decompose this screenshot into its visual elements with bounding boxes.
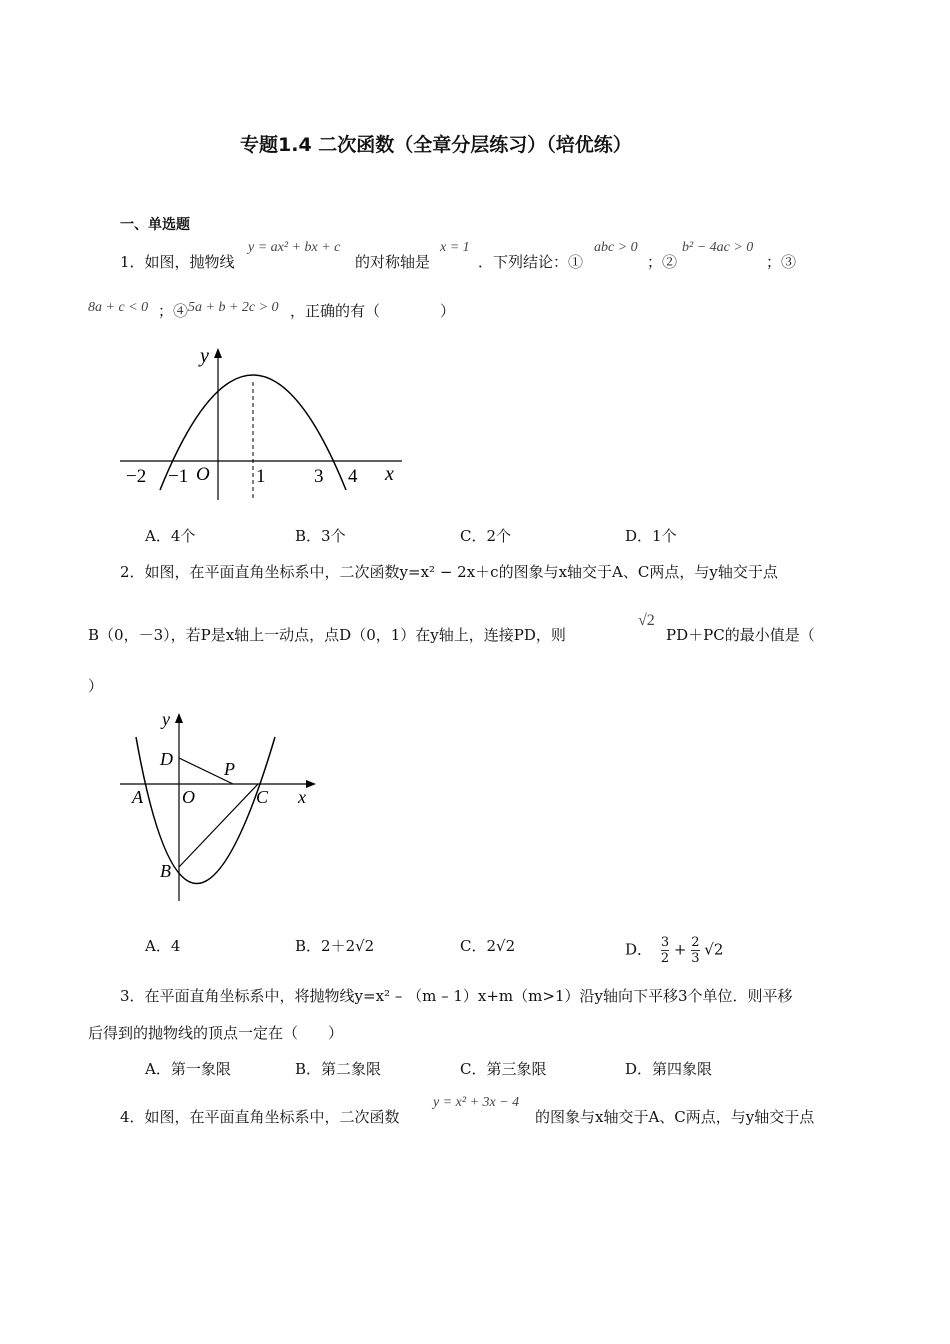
question-number: 4．: [120, 1108, 145, 1126]
condition-1: abc > 0: [594, 240, 638, 255]
text: ，正确的有（ ）: [290, 302, 456, 320]
option-b[interactable]: B．2＋2√2: [295, 937, 375, 955]
question-text: [120, 1106, 400, 1127]
equation-parabola: y = x² + 3x − 4: [433, 1095, 520, 1110]
tick-label: 3: [314, 466, 324, 487]
option-b[interactable]: B．第二象限: [295, 1060, 382, 1078]
tick-label: −1: [168, 466, 189, 487]
text: 的图象与x轴交于A、C两点，与y轴交于点: [535, 1108, 815, 1126]
option-c[interactable]: C．第三象限: [460, 1060, 547, 1078]
text: PD＋PC的最小值是（: [666, 626, 815, 644]
question-text: [120, 561, 778, 582]
option-d[interactable]: D．第四象限: [625, 1060, 713, 1078]
figure-parabola-2: [120, 705, 330, 905]
point-D-label: D: [160, 749, 173, 769]
parabola-curve: [136, 737, 275, 884]
text: 如图，抛物线: [144, 253, 235, 271]
option-d-label: D．: [625, 940, 653, 959]
numerator: 3: [660, 935, 670, 950]
sqrt-two: √2: [704, 940, 724, 959]
x-axis-label: x: [298, 787, 306, 807]
section-heading: 一、单选题: [120, 217, 190, 233]
option-a[interactable]: A．第一象限: [145, 1060, 231, 1078]
option-a[interactable]: A．4个: [145, 527, 196, 545]
option-d[interactable]: [625, 935, 723, 966]
point-B-label: B: [160, 861, 171, 881]
origin-label: O: [196, 464, 210, 485]
y-axis-arrow-icon: [214, 348, 222, 358]
question-number: 2．: [120, 563, 145, 581]
sqrt-two: √2: [638, 612, 655, 629]
x-axis-label: x: [385, 463, 394, 485]
text: 在平面直角坐标系中，将抛物线y=x² – （m – 1）x+m（m>1）沿y轴向下平移3个单位．则平移: [144, 987, 793, 1005]
question-text: [120, 251, 235, 272]
text: B（0，－3），若P是x轴上一动点，点D（0，1）在y轴上，连接PD，则: [88, 626, 566, 644]
fraction-three-halves: [661, 935, 669, 966]
x-axis-arrow-icon: [306, 780, 316, 788]
text: 的对称轴是: [355, 253, 431, 271]
text: 如图，在平面直角坐标系中，二次函数: [144, 1108, 400, 1126]
point-P-label: P: [224, 759, 235, 779]
condition-2: b² − 4ac > 0: [682, 240, 754, 255]
equation-axis: x = 1: [440, 240, 470, 255]
question-number: 1．: [120, 253, 145, 271]
page-title: 专题1.4 二次函数（全章分层练习）（培优练）: [240, 134, 632, 156]
tick-label: 4: [348, 466, 358, 487]
fraction-two-thirds: [691, 935, 699, 966]
option-b[interactable]: B．3个: [295, 527, 346, 545]
denominator: 3: [691, 951, 700, 966]
question-text: [120, 985, 793, 1006]
condition-4: 5a + b + 2c > 0: [188, 300, 279, 315]
text: ．下列结论：①: [478, 253, 584, 271]
text: 如图，在平面直角坐标系中，二次函数y=x² − 2x＋c的图象与x轴交于A、C两点，与y轴交于点: [144, 563, 778, 581]
option-d[interactable]: D．1个: [625, 527, 677, 545]
text: ）: [88, 677, 104, 695]
y-axis-arrow-icon: [175, 713, 183, 723]
question-number: 3．: [120, 987, 145, 1005]
text: 后得到的抛物线的顶点一定在（ ）: [88, 1024, 344, 1042]
text: ；③: [766, 253, 797, 271]
numerator: 2: [691, 935, 700, 950]
origin-label: O: [182, 787, 195, 807]
y-axis-label: y: [200, 345, 209, 367]
condition-3: 8a + c < 0: [88, 300, 149, 315]
option-c[interactable]: C．2个: [460, 527, 512, 545]
denominator: 2: [660, 951, 670, 966]
option-c[interactable]: C．2√2: [460, 937, 516, 955]
y-axis-label: y: [162, 709, 170, 729]
point-A-label: A: [132, 787, 143, 807]
tick-label: 1: [256, 466, 266, 487]
equation-parabola: y = ax² + bx + c: [248, 240, 341, 255]
text: ；②: [647, 253, 678, 271]
plus-sign: +: [673, 940, 687, 959]
point-C-label: C: [256, 787, 269, 807]
option-a[interactable]: A．4: [145, 937, 181, 955]
figure-parabola-1: [110, 340, 420, 505]
tick-label: −2: [126, 466, 147, 487]
text: ；④: [158, 302, 189, 320]
